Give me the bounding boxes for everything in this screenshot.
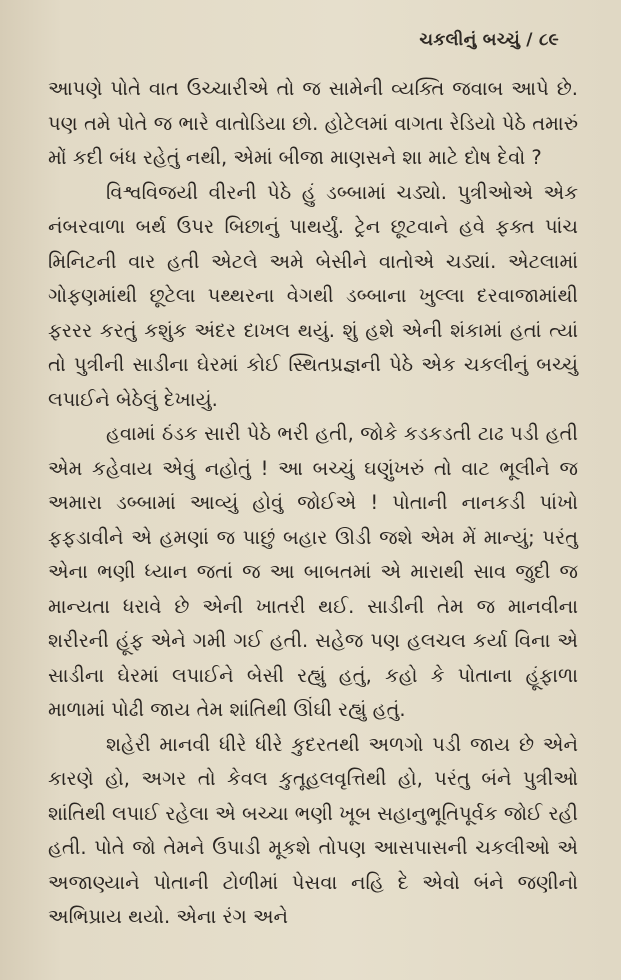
paragraph-3: હવામાં ઠંડક સારી પેઠે ભરી હતી, જોકે કડકડતી ટાઢ પડી હતી એમ કહેવાય એવું નહોતું ! આ બચ્ચું ઘણુંખરું તો વાટ ભૂલીને જ અમારા ડબ્બામાં આવ્યું હોવું જોઈએ ! પોતાની નાનકડી પાંખો ફફડાવીને એ હમણાં જ પાછું બહાર ઊડી જશે એમ મેં માન્યું; પરંતુ એના ભણી ધ્યાન જતાં જ આ બાબતમાં એ મારાથી સાવ જુદી જ માન્યતા ધરાવે છે એની ખાતરી થઈ. સાડીની તેમ જ માનવીના શરીરની હૂંફ એને ગમી ગઈ હતી. સહેજ પણ હલચલ કર્યા વિના એ સાડીના ઘેરમાં લપાઈને બેસી રહ્યું હતું, કહો કે પોતાના હૂંફાળા માળામાં પોઢી જાય તેમ શાંતિથી ઊંઘી રહ્યું હતું. (48, 422, 578, 721)
paragraph-1: આપણે પોતે વાત ઉચ્ચારીએ તો જ સામેની વ્યક્તિ જવાબ આપે છે. પણ તમે પોતે જ ભારે વાતોડિયા છો. હોટેલમાં વાગતા રેડિયો પેઠે તમારું મોં કદી બંધ રહેતું નથી, એમાં બીજા માણસને શા માટે દોષ દેવો ? (48, 77, 578, 169)
paragraph-2: વિશ્વવિજયી વીરની પેઠે હું ડબ્બામાં ચડ્યો. પુત્રીઓએ એક નંબરવાળા બર્થ ઉપર બિછાનું પાથર્યું. ટ્રેન છૂટવાને હવે ફક્ત પાંચ મિનિટની વાર હતી એટલે અમે બેસીને વાતોએ ચડ્યાં. એટલામાં ગોફણમાંથી છૂટેલા પથ્થરના વેગથી ડબ્બાના ખુલ્લા દરવાજામાંથી ફરરર કરતું કશુંક અંદર દાખલ થયું. શું હશે એની શંકામાં હતાં ત્યાં તો પુત્રીની સાડીના ઘેરમાં કોઈ સ્થિતપ્રજ્ઞની પેઠે એક ચકલીનું બચ્ચું લપાઈને બેઠેલું દેખાયું. (48, 180, 578, 411)
paragraph-4: શહેરી માનવી ધીરે ધીરે કુદરતથી અળગો પડી જાય છે એને કારણે હો, અગર તો કેવલ કુતૂહલવૃત્તિથી હો, પરંતુ બંને પુત્રીઓ શાંતિથી લપાઈ રહેલા એ બચ્ચા ભણી ખૂબ સહાનુભૂતિપૂર્વક જોઈ રહી હતી. પોતે જો તેમને ઉપાડી મૂકશે તોપણ આસપાસની ચકલીઓ એ અજાણ્યાને પોતાની ટોળીમાં પેસવા નહિ દે એવો બંને જણીનો અભિપ્રાય થયો. એના રંગ અને (48, 732, 578, 928)
running-header: ચકલીનું બચ્ચું / ૮૯ (419, 30, 559, 50)
body-text (48, 72, 578, 935)
